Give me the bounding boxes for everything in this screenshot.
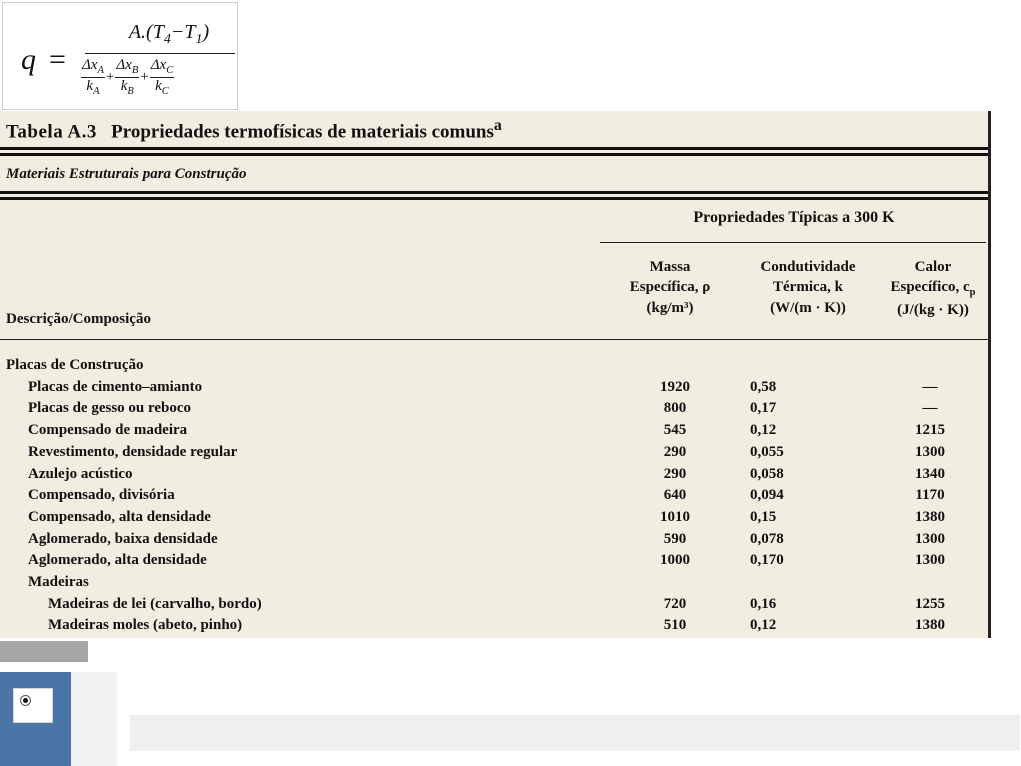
formula-plus: + [105,68,115,85]
table-row [0,487,988,509]
row-conductivity: 0,055 [750,443,784,460]
column-header-specific-heat: Calor Específico, $c_p$ (J/(kg · K)) [890,259,976,319]
table-rule-thick [0,153,988,156]
row-density: 800 [663,400,687,417]
table-row [0,466,988,488]
row-density: 590 [663,530,687,547]
formula-term-a: $\frac{\Delta x_A}{k_A}$ [82,57,104,97]
row-conductivity: 0,078 [750,530,784,547]
table-row [0,574,988,596]
column-header-description: Descrição/Composição [6,311,151,327]
table-row [0,617,988,638]
row-density: 640 [663,487,687,504]
option-box[interactable] [13,688,53,723]
row-specific-heat: 1300 [915,552,945,569]
row-specific-heat: 1380 [915,508,945,525]
properties-rule [600,242,986,243]
table-rule-thick [0,197,988,200]
row-density: 545 [663,422,687,439]
row-description: Revestimento, densidade regular [28,443,238,460]
row-density: 1000 [660,552,690,569]
row-conductivity: 0,094 [750,487,784,504]
row-conductivity: 0,15 [750,508,777,525]
row-conductivity: 0,17 [750,400,777,417]
table-row [0,596,988,618]
formula-term-b: $\frac{\Delta x_B}{k_B}$ [116,57,139,97]
table-rule-thick [0,191,988,194]
row-specific-heat: 1300 [915,530,945,547]
row-description: Madeiras moles (abeto, pinho) [48,617,243,634]
table-title: Tabela A.3 Propriedades termofísicas de materiais comuns$^a$ [6,117,502,143]
row-density: 1920 [660,378,690,395]
row-specific-heat: 1170 [915,487,945,504]
row-description: Compensado, divisória [28,487,175,504]
row-description: Aglomerado, alta densidade [28,552,207,569]
formula-fraction-bar [85,53,235,54]
table-row [0,444,988,466]
table-subtitle: Materiais Estruturais para Construção [6,166,247,182]
row-specific-heat: — [922,400,938,417]
row-density: 290 [663,443,687,460]
row-description: Compensado de madeira [28,422,188,439]
table-row [0,422,988,444]
row-description: Azulejo acústico [28,465,133,482]
properties-header: Propriedades Típicas a 300 K [693,209,895,226]
row-conductivity: 0,58 [750,378,777,395]
row-conductivity: 0,16 [750,595,777,612]
column-header-conductivity: Condutividade Térmica, k (W/(m · K)) [760,259,856,316]
table-row [0,531,988,553]
row-description: Placas de cimento–amianto [28,378,203,395]
formula-denominator [81,57,241,97]
formula-lhs: q [21,43,36,76]
row-specific-heat: 1380 [915,617,945,634]
row-density: 290 [663,465,687,482]
table-row [0,509,988,531]
table-row [0,552,988,574]
table-row [0,357,988,379]
table-row [0,379,988,401]
column-header-density: Massa Específica, ρ (kg/m³) [629,259,711,316]
row-conductivity: 0,12 [750,617,777,634]
row-description: Madeiras de lei (carvalho, bordo) [48,595,262,612]
row-density: 720 [663,595,687,612]
answer-input[interactable] [130,715,1020,751]
row-conductivity: 0,12 [750,422,777,439]
radio-icon[interactable] [20,695,31,706]
row-conductivity: 0,170 [750,552,784,569]
row-description: Aglomerado, baixa densidade [28,530,218,547]
table-rule-thick [0,147,988,150]
row-specific-heat: 1255 [915,595,945,612]
row-specific-heat: 1300 [915,443,945,460]
row-specific-heat: 1215 [915,422,945,439]
side-strip [71,672,117,766]
header-rule [0,339,988,340]
formula-plus: + [140,68,149,85]
row-description: Placas de gesso ou reboco [28,400,192,417]
gray-tab[interactable] [0,641,88,662]
formula-equals: = [49,43,66,76]
row-specific-heat: — [922,378,938,395]
row-density: 510 [663,617,687,634]
row-description: Madeiras [28,574,89,590]
row-description: Placas de Construção [6,357,144,373]
formula-numerator: $A.(T_4-T_1)$ [128,21,210,47]
row-conductivity: 0,058 [750,465,784,482]
row-density: 1010 [660,508,690,525]
row-description: Compensado, alta densidade [28,508,211,525]
thermophysical-table-image [0,111,991,638]
formula-term-c: $\frac{\Delta x_C}{k_C}$ [150,57,174,97]
formula-image [2,2,238,110]
table-row [0,400,988,422]
row-specific-heat: 1340 [915,465,945,482]
